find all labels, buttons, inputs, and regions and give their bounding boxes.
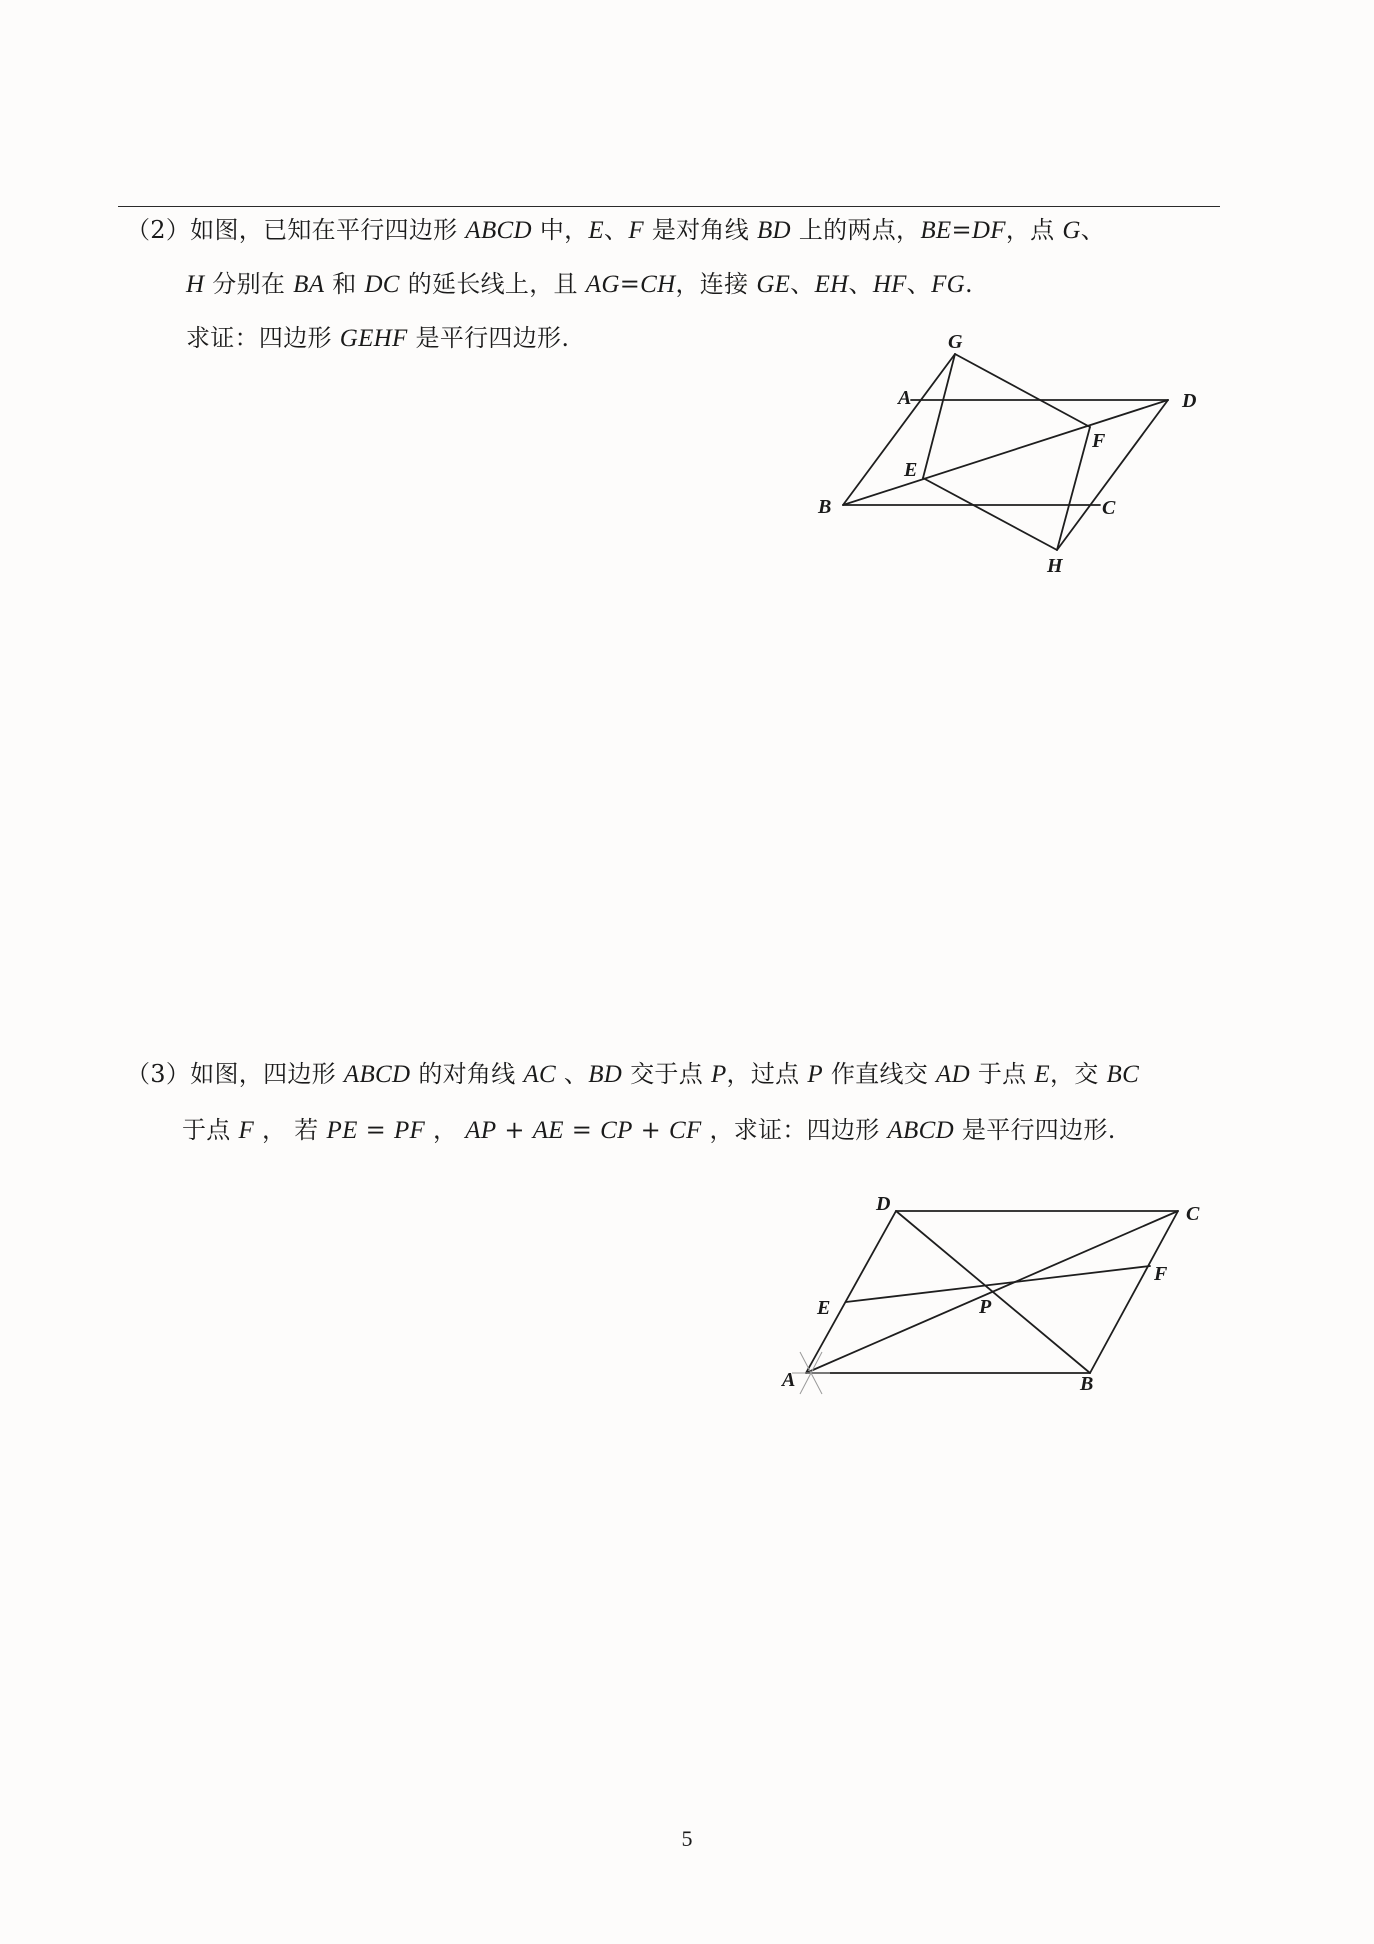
page-number: 5 xyxy=(681,1826,693,1851)
math-symbol: F xyxy=(238,1117,255,1144)
math-symbol: HF xyxy=(872,271,907,298)
text-run: 于点 xyxy=(182,1116,239,1144)
text-run: = xyxy=(619,270,641,298)
math-symbol: H xyxy=(186,271,205,298)
text-run: ， xyxy=(425,1116,466,1144)
label-C: C xyxy=(1102,497,1116,519)
math-symbol: EH xyxy=(814,271,849,298)
label-A: A xyxy=(782,1369,796,1391)
text-run: = xyxy=(357,1116,394,1144)
text-run: 分别在 xyxy=(204,270,294,298)
label-P: P xyxy=(979,1296,992,1318)
text-run: 、 xyxy=(1080,216,1106,244)
math-symbol: BD xyxy=(588,1061,623,1088)
text-run: 、 xyxy=(604,216,629,244)
math-symbol: AP xyxy=(465,1117,497,1144)
text-run: 上的两点， xyxy=(790,216,921,244)
math-symbol: CH xyxy=(640,271,676,298)
label-B: B xyxy=(1080,1373,1094,1395)
math-symbol: DC xyxy=(364,271,400,298)
text-run: 作直线交 xyxy=(822,1060,936,1088)
math-symbol: F xyxy=(628,217,644,244)
math-symbol: GE xyxy=(756,271,791,298)
math-symbol: ABCD xyxy=(465,217,532,244)
label-H: H xyxy=(1047,555,1063,577)
math-symbol: P xyxy=(807,1061,823,1088)
segment-BC xyxy=(1090,1211,1178,1373)
label-E: E xyxy=(817,1297,831,1319)
math-symbol: DF xyxy=(971,217,1006,244)
text-run: 、 xyxy=(906,270,932,298)
text-run: 是对角线 xyxy=(643,216,757,244)
text-run: 的对角线 xyxy=(410,1060,524,1088)
text-run: ，连接 xyxy=(675,270,757,298)
math-symbol: ABCD xyxy=(887,1117,954,1144)
label-E: E xyxy=(904,459,918,481)
text-run: 的延长线上，且 xyxy=(399,270,586,298)
math-symbol: ABCD xyxy=(343,1061,411,1088)
text-run: （2）如图，已知在平行四边形 xyxy=(126,216,466,244)
text-run: 和 xyxy=(324,270,365,298)
math-symbol: PE xyxy=(326,1117,358,1144)
text-run: + xyxy=(632,1116,669,1144)
math-symbol: E xyxy=(1034,1061,1050,1088)
text-run: 交于点 xyxy=(622,1060,711,1088)
label-F: F xyxy=(1092,430,1106,452)
label-A: A xyxy=(898,387,912,409)
text-run: 、 xyxy=(848,270,873,298)
math-symbol: AE xyxy=(532,1117,564,1144)
text-run: 是平行四边形. xyxy=(953,1116,1116,1144)
text-run: . xyxy=(965,270,973,298)
math-symbol: BC xyxy=(1106,1061,1140,1088)
segment-AD xyxy=(806,1211,896,1373)
text-run: （3）如图，四边形 xyxy=(126,1060,344,1088)
label-C: C xyxy=(1186,1203,1200,1225)
label-B: B xyxy=(818,496,832,518)
text-run: ，过点 xyxy=(726,1060,808,1088)
math-symbol: BA xyxy=(293,271,325,298)
math-symbol: BE xyxy=(920,217,952,244)
text-run: ，求证：四边形 xyxy=(701,1116,888,1144)
text-run: 中， xyxy=(531,216,589,244)
text-run: + xyxy=(496,1116,533,1144)
math-symbol: P xyxy=(710,1061,727,1088)
math-symbol: BD xyxy=(756,217,791,244)
text-run: = xyxy=(951,216,972,244)
label-D: D xyxy=(876,1193,891,1215)
math-symbol: CF xyxy=(668,1117,702,1144)
text-run: = xyxy=(563,1116,601,1144)
scan-mark xyxy=(792,1352,830,1394)
text-run: ，点 xyxy=(1005,216,1063,244)
math-symbol: CP xyxy=(600,1117,633,1144)
label-D: D xyxy=(1182,390,1197,412)
text-run: ， 若 xyxy=(254,1116,327,1144)
math-symbol: AC xyxy=(523,1061,556,1088)
math-symbol: G xyxy=(1062,217,1081,244)
text-run: 是平行四边形. xyxy=(407,324,570,352)
math-symbol: FG xyxy=(931,271,965,298)
label-G: G xyxy=(948,331,963,353)
math-symbol: PF xyxy=(393,1117,426,1144)
text-run: 求证：四边形 xyxy=(186,324,340,352)
math-symbol: E xyxy=(588,217,604,244)
text-run: 、 xyxy=(790,270,815,298)
math-symbol: AG xyxy=(585,271,620,298)
label-F: F xyxy=(1154,1263,1168,1285)
text-run: ，交 xyxy=(1049,1060,1107,1088)
math-symbol: AD xyxy=(936,1061,970,1088)
text-run: 于点 xyxy=(969,1060,1035,1088)
math-symbol: GEHF xyxy=(339,325,408,352)
text-run: 、 xyxy=(556,1060,589,1088)
